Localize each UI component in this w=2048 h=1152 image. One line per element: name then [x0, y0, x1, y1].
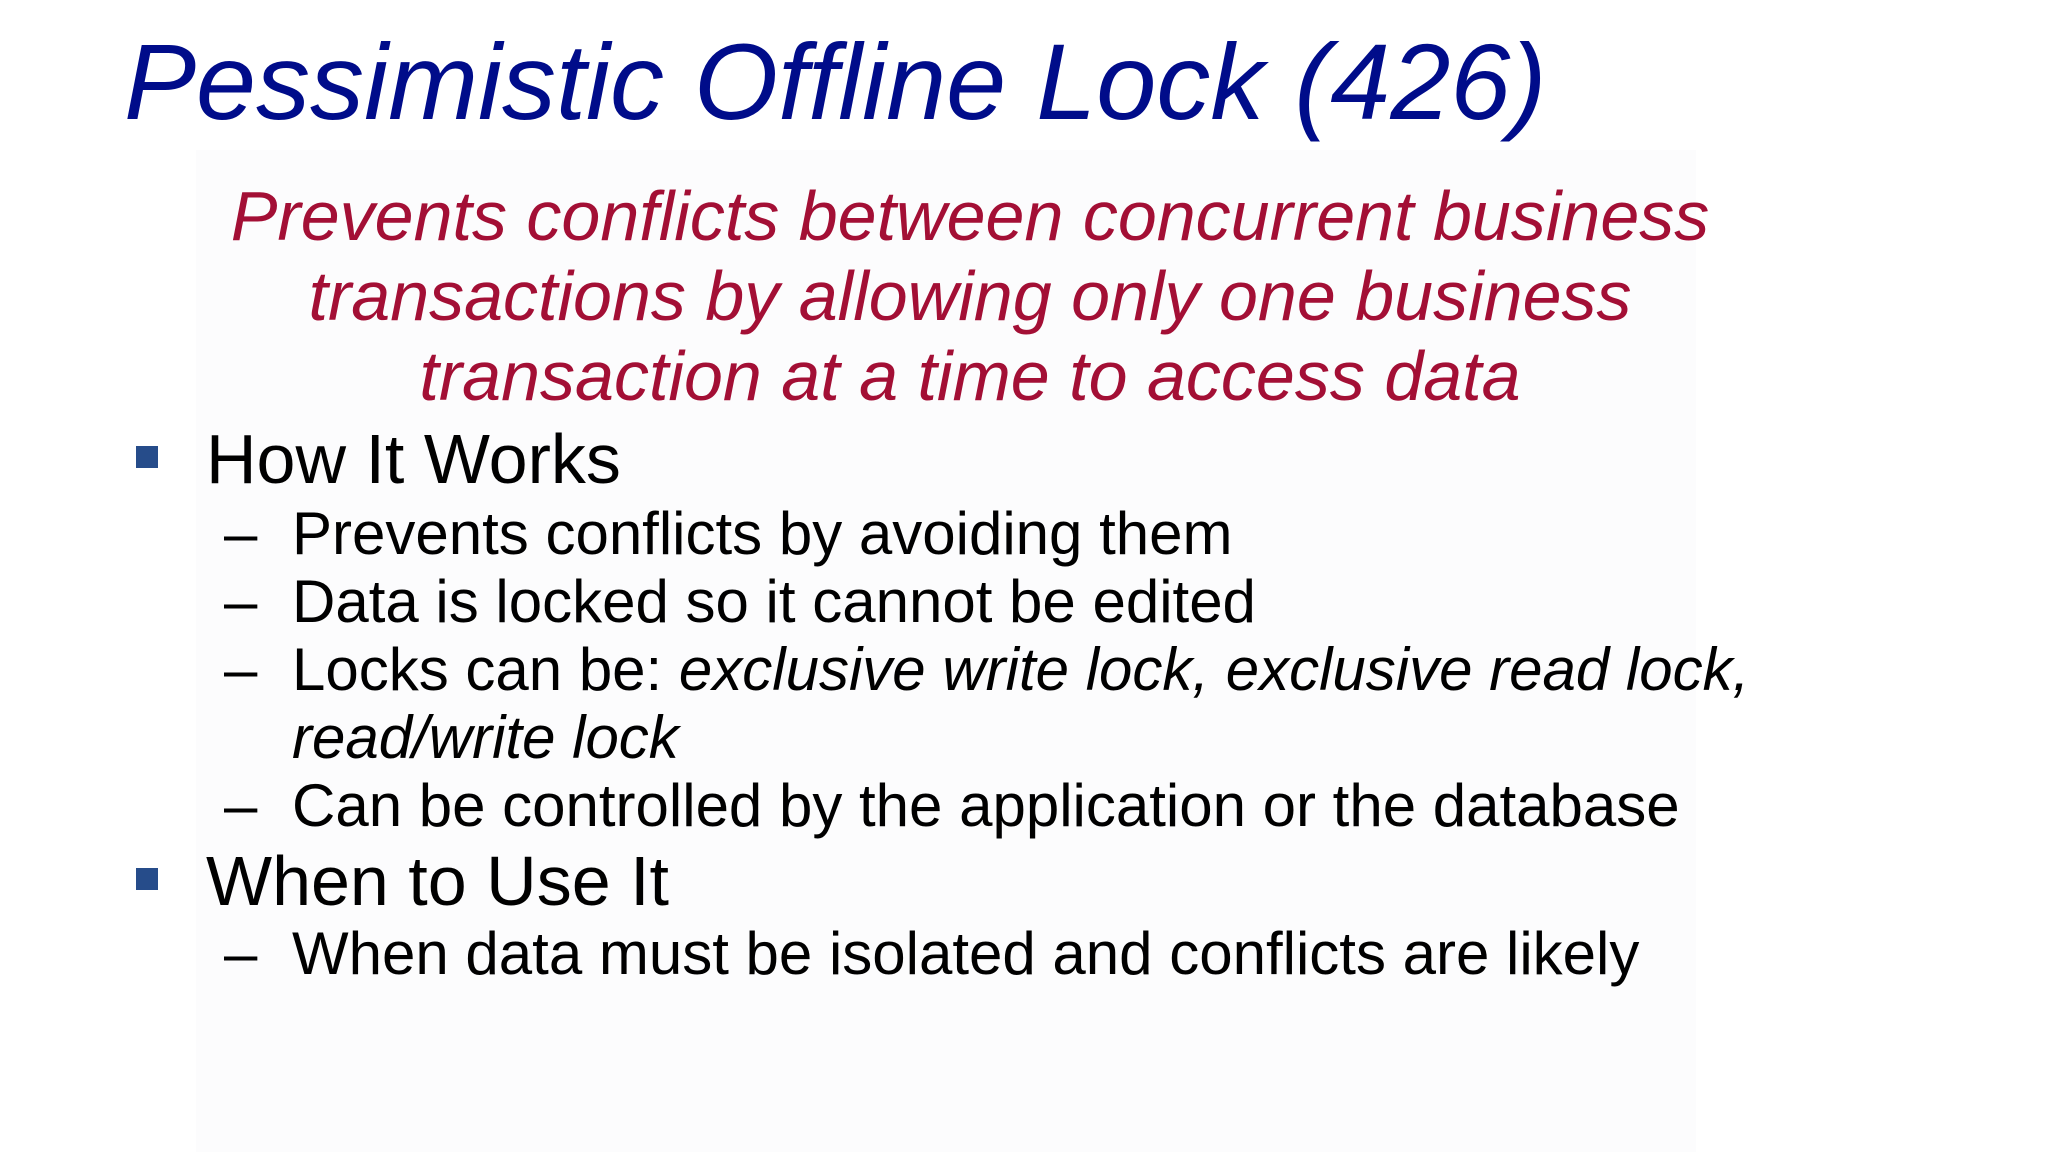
sub-bullet-text: Prevents conflicts by avoiding them — [292, 500, 1233, 567]
subtitle-line-1: Prevents conflicts between concurrent business — [230, 177, 1710, 255]
lock-types-emphasis-continued: read/write lock — [292, 704, 679, 771]
bullet-heading: When to Use It — [206, 842, 669, 920]
dash-bullet-icon: – — [224, 500, 258, 567]
sub-bullet-text: Locks can be: — [292, 636, 679, 703]
sub-bullet-text: When data must be isolated and conflicts are likely — [292, 920, 1640, 987]
sub-bullet-text: Can be controlled by the application or the database — [292, 772, 1680, 839]
sub-bullet-text-multiline — [292, 636, 1749, 772]
slide-title: Pessimistic Offline Lock (426) — [124, 21, 1547, 142]
bullet-heading: How It Works — [206, 420, 621, 498]
dash-bullet-icon: – — [224, 636, 258, 703]
dash-bullet-icon: – — [224, 920, 258, 987]
dash-bullet-icon: – — [224, 568, 258, 635]
lock-types-emphasis: exclusive write lock, exclusive read lock, — [678, 636, 1750, 703]
square-bullet-icon — [136, 446, 158, 468]
subtitle-line-3: transaction at a time to access data — [419, 337, 1521, 415]
square-bullet-icon — [136, 868, 158, 890]
subtitle-line-2: transactions by allowing only one business — [308, 257, 1632, 335]
dash-bullet-icon: – — [224, 772, 258, 839]
sub-bullet-text: Data is locked so it cannot be edited — [292, 568, 1256, 635]
